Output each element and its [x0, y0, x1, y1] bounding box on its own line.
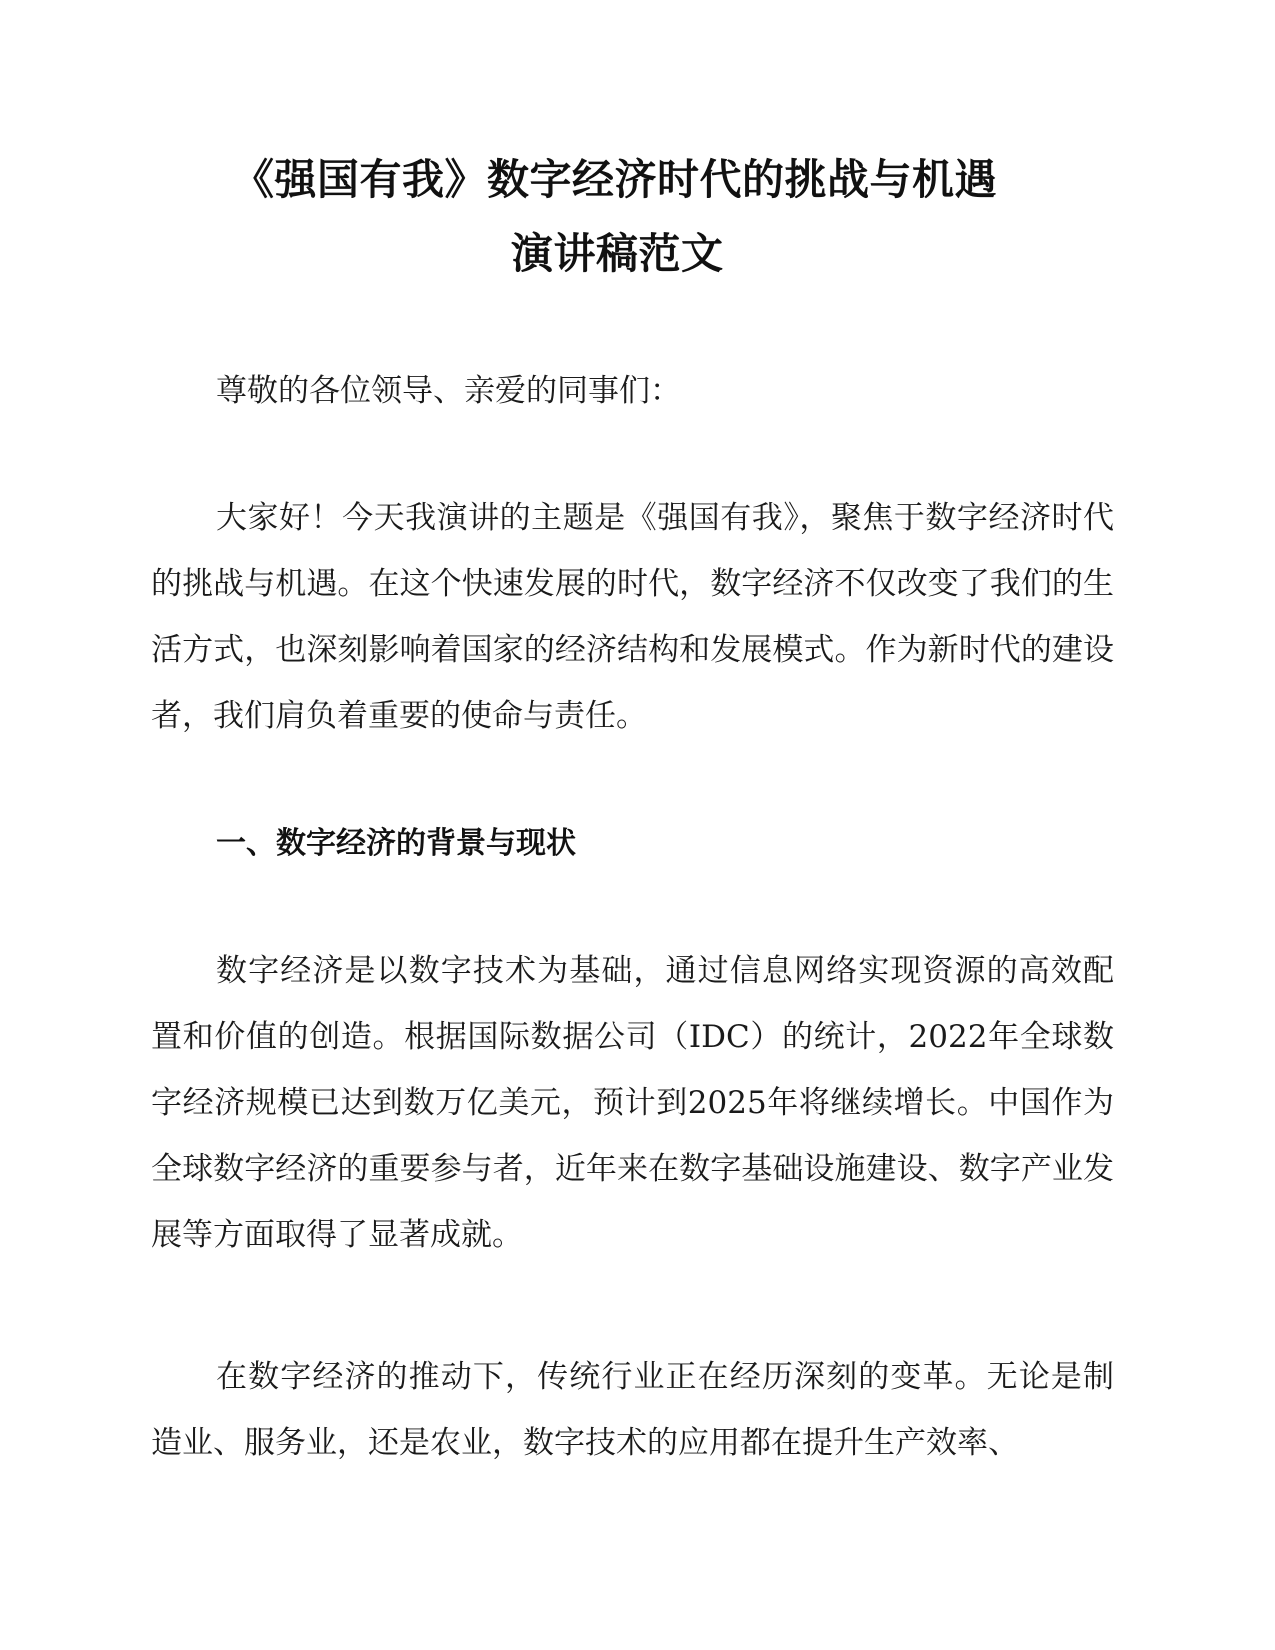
paragraph-transformation: 在数字经济的推动下，传统行业正在经历深刻的变革。无论是制造业、服务业，还是农业，数字技术的应用都在提升生产效率、 — [151, 1359, 1114, 1461]
section-heading-background: 一、数字经济的背景与现状 — [216, 826, 576, 861]
paragraph-background: 数字经济是以数字技术为基础，通过信息网络实现资源的高效配置和价值的创造。根据国际数据公司（IDC）的统计，2022年全球数字经济规模已达到数万亿美元，预计到2025年将继续增长。中国作为全球数字经济的重要参与者，近年来在数字基础设施建设、数字产业发展等方面取得了显著成就。 — [151, 953, 1114, 1253]
document-title-line-1: 《强国有我》数字经济时代的挑战与机遇 — [232, 155, 998, 204]
paragraph-intro: 大家好！今天我演讲的主题是《强国有我》，聚焦于数字经济时代的挑战与机遇。在这个快速发展的时代，数字经济不仅改变了我们的生活方式，也深刻影响着国家的经济结构和发展模式。作为新时代的建设者，我们肩负着重要的使命与责任。 — [151, 500, 1114, 734]
document-title-line-2: 演讲稿范文 — [511, 229, 724, 278]
salutation: 尊敬的各位领导、亲爱的同事们： — [216, 373, 681, 409]
